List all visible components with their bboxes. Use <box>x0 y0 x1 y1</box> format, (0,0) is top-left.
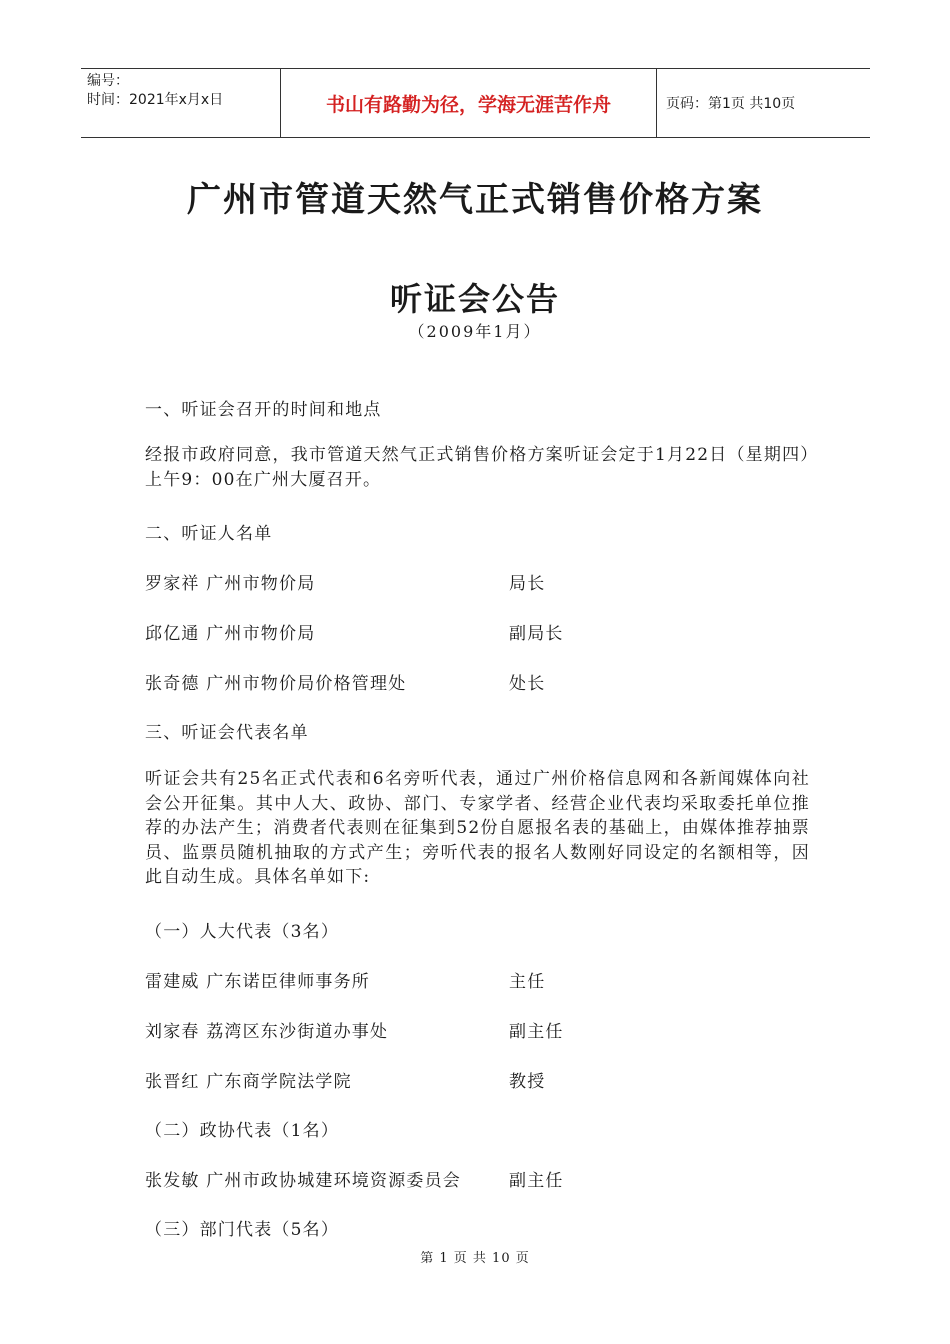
doc-title: 广州市管道天然气正式销售价格方案 <box>187 180 763 220</box>
cppcc-name: 张发敏 广州市政协城建环境资源委员会 <box>145 1171 462 1191</box>
doc-time: 时间：2021年x月x日 <box>87 92 224 108</box>
hearer-role: 处长 <box>509 674 546 694</box>
hearer-name: 张奇德 广州市物价局价格管理处 <box>145 674 407 694</box>
paragraph: 听证会共有25名正式代表和6名旁听代表，通过广州价格信息网和各新闻媒体向社会公开征集。其中人大、政协、部门、专家学者、经营企业代表均采取委托单位推荐的办法产生；消费者代表则在征集到52份自愿报名表的基础上，由媒体推荐抽票员、监票员随机抽取的方式产生；旁听代表的报名人数刚好同设定的名额相等，因此自动生成。具体名单如下: <box>145 769 810 887</box>
doc-date: （2009年1月） <box>408 322 542 341</box>
doc-subtitle: 听证会公告 <box>389 280 560 318</box>
doc-number: 编号： <box>87 73 129 89</box>
section-heading: 三、听证会代表名单 <box>145 723 309 743</box>
subsection-heading: （三）部门代表（5名） <box>145 1220 340 1240</box>
npc-name: 雷建威 广东诺臣律师事务所 <box>145 972 371 992</box>
page-header <box>81 68 870 138</box>
subsection-heading: （二）政协代表（1名） <box>145 1121 340 1141</box>
hearer-name: 邱亿通 广州市物价局 <box>145 624 316 644</box>
header-motto: 书山有路勤为径，学海无涯苦作舟 <box>281 69 657 137</box>
section-heading: 二、听证人名单 <box>145 524 273 544</box>
npc-role: 副主任 <box>509 1022 564 1042</box>
hearer-role: 局长 <box>509 574 546 594</box>
cppcc-role: 副主任 <box>509 1171 564 1191</box>
npc-role: 教授 <box>509 1072 546 1092</box>
header-meta <box>81 69 281 137</box>
npc-name: 张晋红 广东商学院法学院 <box>145 1072 352 1092</box>
hearer-name: 罗家祥 广州市物价局 <box>145 574 316 594</box>
hearer-role: 副局长 <box>509 624 564 644</box>
paragraph: 经报市政府同意，我市管道天然气正式销售价格方案听证会定于1月22日（星期四）上午9：00在广州大厦召开。 <box>145 445 810 490</box>
npc-name: 刘家春 荔湾区东沙街道办事处 <box>145 1022 389 1042</box>
npc-role: 主任 <box>509 972 546 992</box>
header-page-info: 页码：第1页 共10页 <box>666 96 796 112</box>
section-heading: 一、听证会召开的时间和地点 <box>145 400 382 420</box>
page-footer: 第 1 页 共 10 页 <box>420 1251 530 1266</box>
subsection-heading: （一）人大代表（3名） <box>145 922 340 942</box>
